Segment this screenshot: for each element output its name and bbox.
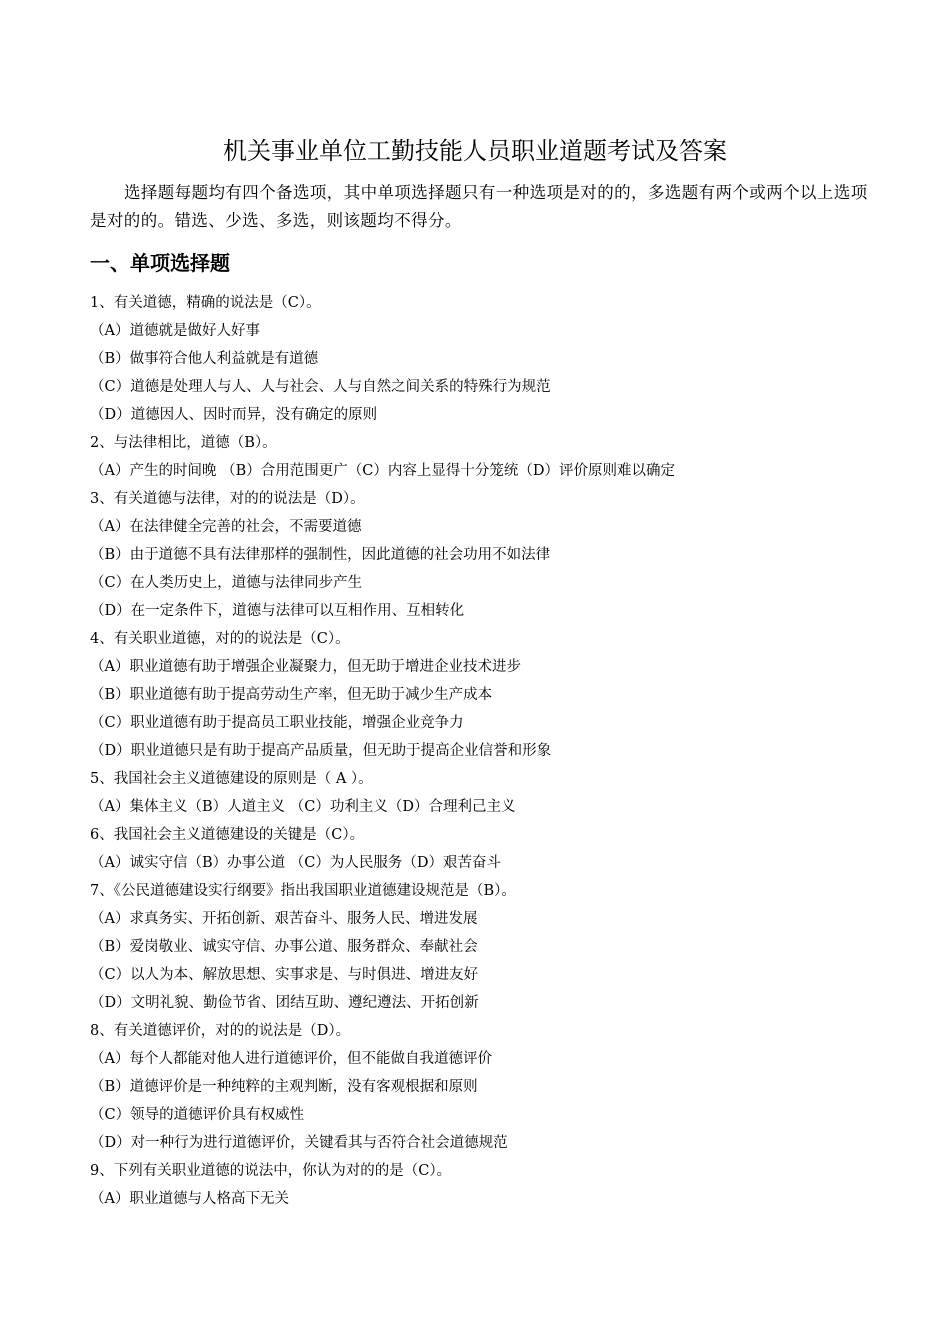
- question-line: 2、与法律相比，道德（B）。: [90, 435, 277, 451]
- question-list: [90, 289, 890, 1213]
- option-line: （B）做事符合他人利益就是有道德: [90, 351, 319, 367]
- document-title: 机关事业单位工勤技能人员职业道题考试及答案: [223, 137, 727, 165]
- section-heading: 一、单项选择题: [90, 251, 230, 275]
- option-line: （D）对一种行为进行道德评价，关键看其与否符合社会道德规范: [90, 1135, 508, 1151]
- question-line: 4、有关职业道德，对的的说法是（C）。: [90, 631, 350, 647]
- option-line: （B）职业道德有助于提高劳动生产率，但无助于减少生产成本: [90, 687, 493, 703]
- option-line: （A）产生的时间晚 （B）合用范围更广（C）内容上显得十分笼统（D）评价原则难以确定: [90, 463, 675, 479]
- option-line: （C）在人类历史上，道德与法律同步产生: [90, 575, 363, 591]
- option-line: （A）诚实守信（B）办事公道 （C）为人民服务（D）艰苦奋斗: [90, 855, 501, 871]
- question-line: 7、《公民道德建设实行纲要》指出我国职业道德建设规范是（B）。: [90, 883, 516, 899]
- option-line: （A）职业道德与人格高下无关: [90, 1191, 289, 1207]
- question-line: 1、有关道德，精确的说法是（C）。: [90, 295, 321, 311]
- option-line: （D）职业道德只是有助于提高产品质量，但无助于提高企业信誉和形象: [90, 743, 552, 759]
- option-line: （B）由于道德不具有法律那样的强制性，因此道德的社会功用不如法律: [90, 547, 551, 563]
- option-line: （C）道德是处理人与人、人与社会、人与自然之间关系的特殊行为规范: [90, 379, 551, 395]
- question-line: 9、下列有关职业道德的说法中，你认为对的的是（C）。: [90, 1163, 452, 1179]
- option-line: （A）职业道德有助于增强企业凝聚力，但无助于增进企业技术进步: [90, 659, 521, 675]
- option-line: （A）在法律健全完善的社会，不需要道德: [90, 519, 362, 535]
- question-line: 6、我国社会主义道德建设的关键是（C）。: [90, 827, 365, 843]
- option-line: （C）领导的道德评价具有权威性: [90, 1107, 305, 1123]
- option-line: （B）爱岗敬业、诚实守信、办事公道、服务群众、奉献社会: [90, 939, 478, 955]
- option-line: （D）道德因人、因时而异，没有确定的原则: [90, 407, 378, 423]
- option-line: （A）集体主义（B）人道主义 （C）功利主义（D）合理利己主义: [90, 799, 516, 815]
- option-line: （A）道德就是做好人好事: [90, 323, 260, 339]
- option-line: （B）道德评价是一种纯粹的主观判断，没有客观根据和原则: [90, 1079, 478, 1095]
- question-line: 8、有关道德评价，对的的说法是（D）。: [90, 1023, 351, 1039]
- question-line: 3、有关道德与法律，对的的说法是（D）。: [90, 491, 365, 507]
- option-line: （D）文明礼貌、勤俭节省、团结互助、遵纪遵法、开拓创新: [90, 995, 479, 1011]
- option-line: （D）在一定条件下，道德与法律可以互相作用、互相转化: [90, 603, 465, 619]
- option-line: （A）每个人都能对他人进行道德评价，但不能做自我道德评价: [90, 1051, 492, 1067]
- question-line: 5、我国社会主义道德建设的原则是（ A ）。: [90, 771, 373, 787]
- option-line: （C）以人为本、解放思想、实事求是、与时俱进、增进友好: [90, 967, 479, 983]
- intro-paragraph: 选择题每题均有四个备选项，其中单项选择题只有一种选项是对的的，多选题有两个或两个以上选项是对的的。错选、少选、多选，则该题均不得分。: [90, 183, 868, 230]
- option-line: （A）求真务实、开拓创新、艰苦奋斗、服务人民、增进发展: [90, 911, 478, 927]
- option-line: （C）职业道德有助于提高员工职业技能，增强企业竞争力: [90, 715, 464, 731]
